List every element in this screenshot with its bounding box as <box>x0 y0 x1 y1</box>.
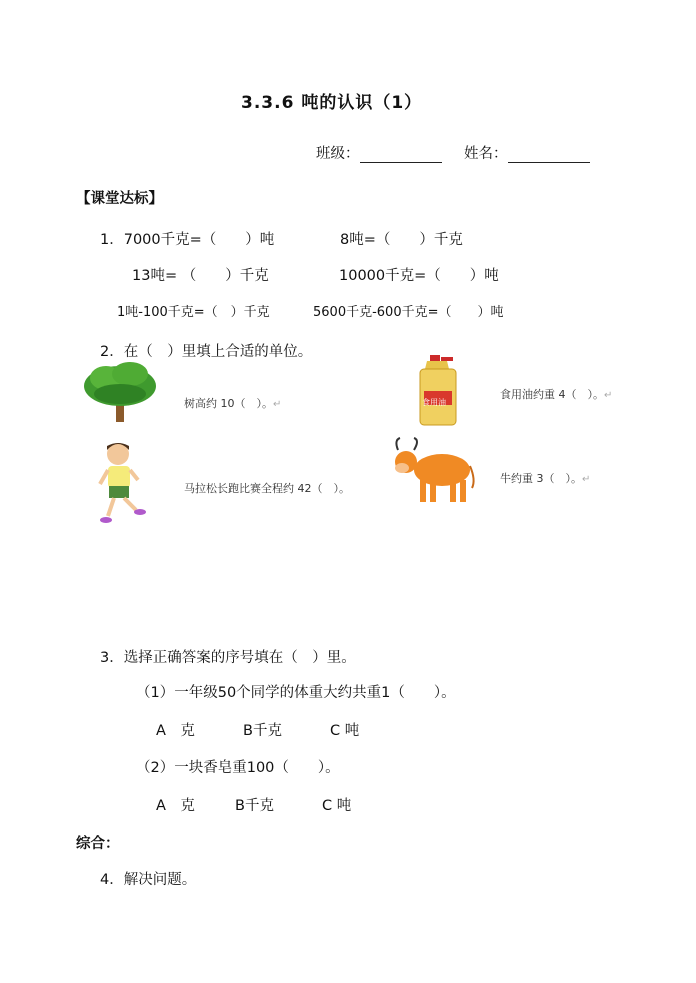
q3-sub2: （2）一块香皂重100（ ）。 <box>136 760 340 776</box>
class-label: 班级： <box>316 146 360 162</box>
q2-prompt: 2．在（ ）里填上合适的单位。 <box>100 344 313 360</box>
q1-row1-a: 1．7000千克=（ ）吨 <box>100 232 275 248</box>
q4-prompt: 4．解决问题。 <box>100 872 197 888</box>
q3-sub2-option-c: C 吨 <box>322 798 352 814</box>
oil-text: 食用油约重 4（ ）。↵ <box>500 388 613 401</box>
tree-icon <box>82 360 158 422</box>
q1-row2-b: 10000千克=（ ）吨 <box>339 268 499 284</box>
runner-icon <box>98 440 150 526</box>
q3-sub1: （1）一年级50个同学的体重大约共重1（ ）。 <box>136 685 456 701</box>
q3-sub2-option-b: B千克 <box>235 798 274 814</box>
cow-icon <box>392 436 476 506</box>
q3-sub1-option-c: C 吨 <box>330 723 360 739</box>
name-label: 姓名： <box>464 146 508 162</box>
q3-sub1-option-a: A 克 <box>156 723 195 739</box>
q1-row1-b: 8吨=（ ）千克 <box>340 232 463 248</box>
q1-row3-b: 5600千克-600千克=（ ）吨 <box>313 305 504 320</box>
section-heading: 【课堂达标】 <box>76 191 163 207</box>
tree-text: 树高约 10（ ）。↵ <box>184 397 282 410</box>
name-field <box>464 142 590 163</box>
oil-bottle-icon <box>417 355 459 427</box>
class-field <box>316 142 442 163</box>
oil-label: 食用油 <box>422 398 446 407</box>
q3-sub2-option-a: A 克 <box>156 798 195 814</box>
q3-prompt: 3．选择正确答案的序号填在（ ）里。 <box>100 650 356 666</box>
q3-sub1-option-b: B千克 <box>243 723 282 739</box>
runner-text: 马拉松长跑比赛全程约 42（ ）。 <box>184 482 350 495</box>
comprehensive-heading: 综合： <box>76 836 120 852</box>
name-blank[interactable] <box>508 148 590 163</box>
class-blank[interactable] <box>360 148 442 163</box>
page-title: 3.3.6 吨的认识（1） <box>241 93 423 113</box>
cow-text: 牛约重 3（ ）。↵ <box>500 472 591 485</box>
q1-row2-a: 13吨= （ ）千克 <box>132 268 269 284</box>
q1-row3-a: 1吨-100千克=（ ）千克 <box>117 305 270 320</box>
